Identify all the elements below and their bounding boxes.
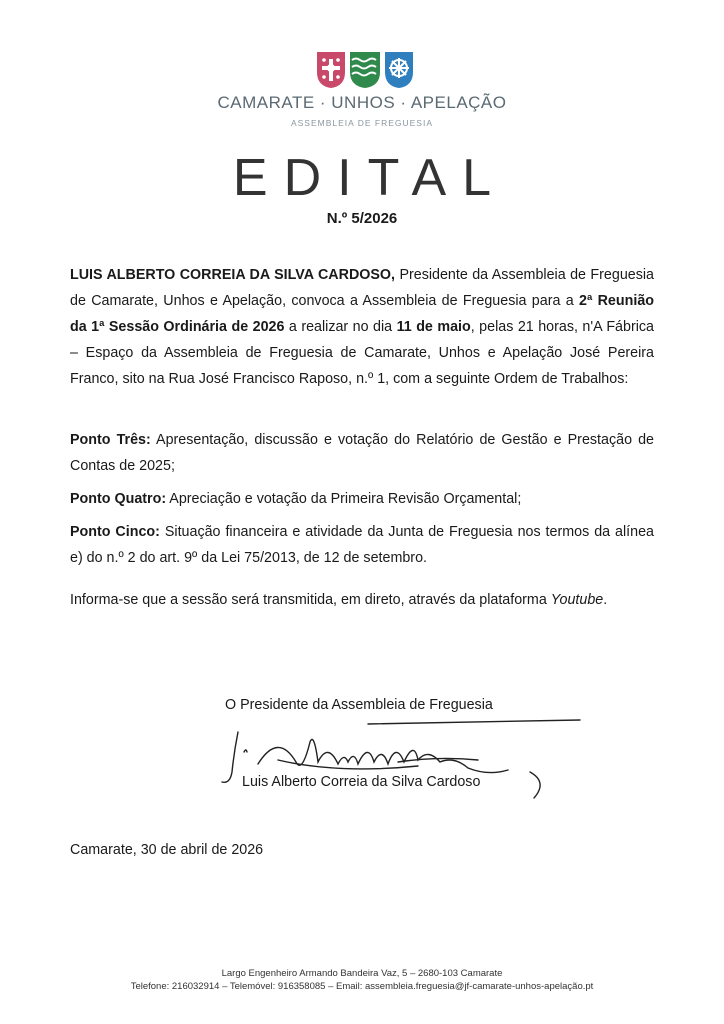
footer-address: Largo Engenheiro Armando Bandeira Vaz, 5 – 2680-103 Camarate xyxy=(221,968,503,979)
president-name: LUIS ALBERTO CORREIA DA SILVA CARDOSO, xyxy=(70,267,396,283)
document-number: N.º 5/2026 xyxy=(326,210,398,227)
convocation-paragraph: LUIS ALBERTO CORREIA DA SILVA CARDOSO, Presidente da Assembleia de Freguesia de Camarate, Unhos e Apelação, convoca a Assembleia de Freguesia para a 2ª Reunião da 1ª Sessão Ordinária de 2026 a realizar no dia 11 de maio, pelas 21 horas, n'A Fábrica – Espaço da Assembleia de Freguesia de Camarate, Unhos e Apelação José Pereira Franco, sito na Rua José Francisco Raposo, n.º 1, com a seguinte Ordem de Trabalhos: xyxy=(70,267,655,387)
freguesia-coat-of-arms-logo xyxy=(315,50,415,90)
session-name: 2ª Reunião da 1ª Sessão Ordinária de 2026 xyxy=(70,293,655,335)
organization-name: CAMARATE · UNHOS · APELAÇÃO xyxy=(217,93,507,112)
agenda-item-label: Ponto Cinco: xyxy=(70,524,160,540)
footer-contacts: Telefone: 216032914 – Telemóvel: 916358085 – Email: assembleia.freguesia@jf-camarate-unhos-apelação.pt xyxy=(130,981,594,992)
platform-name: Youtube xyxy=(550,592,604,608)
organization-subtitle: ASSEMBLEIA DE FREGUESIA xyxy=(290,118,434,128)
agenda-item-text: Apresentação, discussão e votação do Relatório de Gestão e Prestação de Contas de 2025; xyxy=(70,432,654,474)
agenda-item xyxy=(70,486,654,512)
agenda-item xyxy=(70,427,654,479)
agenda-item-label: Ponto Três: xyxy=(70,432,151,448)
signatory-name: Luis Alberto Correia da Silva Cardoso xyxy=(242,774,481,790)
agenda-item-text: Apreciação e votação da Primeira Revisão Orçamental; xyxy=(169,491,522,507)
session-date: 11 de maio xyxy=(396,319,471,335)
broadcast-notice: Informa-se que a sessão será transmitida, em direto, através da plataforma Youtube. xyxy=(70,592,608,608)
green-shield-icon xyxy=(350,52,380,88)
agenda-item xyxy=(70,519,654,571)
agenda-item-text: Situação financeira e atividade da Junta de Freguesia nos termos da alínea e) do n.º 2 do art. 9º da Lei 75/2013, de 12 de setembro. xyxy=(70,524,654,566)
document-title: EDITAL xyxy=(232,149,508,207)
document-date: Camarate, 30 de abril de 2026 xyxy=(70,842,264,858)
signatory-title: O Presidente da Assembleia de Freguesia xyxy=(225,697,493,713)
footer xyxy=(0,967,724,993)
agenda-item-label: Ponto Quatro: xyxy=(70,491,167,507)
